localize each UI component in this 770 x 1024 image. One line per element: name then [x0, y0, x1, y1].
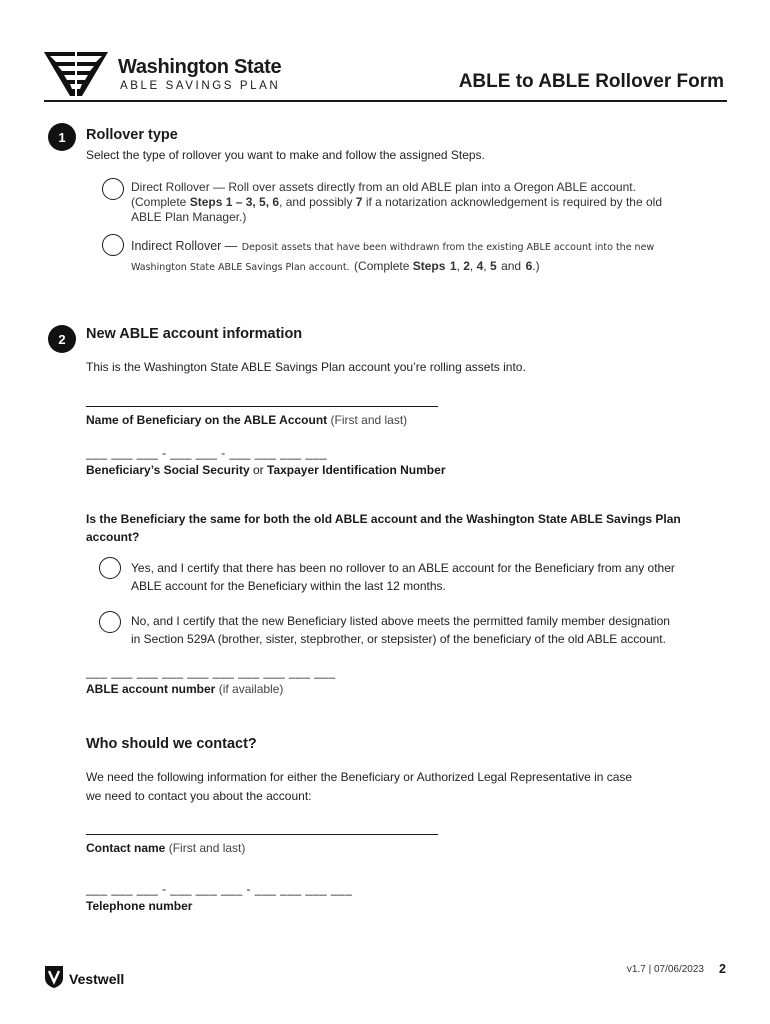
no-line2: in Section 529A (brother, sister, stepbrother, or stepsister) of the beneficiary of the old ABLE account.: [131, 631, 666, 646]
indirect-step-5: 5: [489, 259, 497, 273]
indirect-step-6: 6: [525, 259, 533, 273]
telephone-label: [86, 899, 192, 913]
ssn-label-b: Taxpayer Identification Number: [267, 463, 446, 477]
yes-line2: ABLE account for the Beneficiary within the last 12 months.: [131, 578, 446, 593]
step-2-badge: 2: [48, 325, 76, 353]
direct-rollover-line3: ABLE Plan Manager.): [131, 210, 247, 224]
question-line2: account?: [86, 529, 140, 544]
yes-line1: Yes, and I certify that there has been no rollover to an ABLE account for the Beneficiary from any other: [131, 561, 675, 575]
indirect-close-text: .): [532, 259, 540, 273]
page-title: ABLE to ABLE Rollover Form: [458, 71, 724, 92]
direct-rollover-line1: Direct Rollover — Roll over assets directly from an old ABLE plan into a Oregon ABLE account.: [131, 180, 636, 194]
beneficiary-name-input[interactable]: [86, 406, 438, 407]
indirect-rollover-option: Indirect Rollover — Deposit assets that have been withdrawn from the existing ABLE account into the new Washington State ABLE Savings Plan account. (Complete Steps 1, 2, 4, 5 and 6.): [131, 239, 655, 273]
beneficiary-name-hint: (First and last): [330, 413, 408, 427]
logo-subtitle: ABLE SAVINGS PLAN: [120, 80, 281, 92]
yes-option: [131, 560, 675, 595]
step-1-title: Rollover type: [86, 127, 178, 143]
ssn-label-a: Beneficiary’s Social Security: [86, 463, 250, 477]
washington-able-logo-icon: [44, 52, 108, 96]
indirect-rollover-radio[interactable]: [102, 234, 124, 256]
contact-name-hint: (First and last): [168, 841, 246, 855]
indirect-step-4: 4: [476, 259, 484, 273]
beneficiary-name-label: [86, 413, 407, 427]
telephone-input[interactable]: ___ ___ ___ - ___ ___ ___ - ___ ___ ___ ___: [86, 882, 353, 896]
direct-notarization-text: if a notarization acknowledgement is required by the old: [362, 195, 662, 209]
logo-wordmark: Washington State: [118, 56, 282, 78]
indirect-complete-text: (Complete: [354, 259, 413, 273]
contact-intro: [86, 768, 632, 805]
indirect-step-2: 2: [463, 259, 470, 273]
contact-intro-line2: we need to contact you about the account:: [86, 788, 312, 803]
ssn-label: [86, 463, 445, 477]
able-account-number-label: [86, 682, 283, 696]
contact-name-input[interactable]: [86, 834, 438, 835]
step-1-badge: 1: [48, 123, 76, 151]
indirect-and-text: and: [501, 259, 522, 273]
page-number: 2: [719, 962, 726, 976]
indirect-rollover-desc2: Washington State ABLE Savings Plan account.: [131, 262, 350, 273]
contact-section-title: Who should we contact?: [86, 736, 257, 752]
indirect-rollover-label: Indirect Rollover —: [131, 239, 238, 253]
vestwell-brand: Vestwell: [69, 971, 125, 987]
direct-step-seven: 7: [355, 195, 363, 209]
telephone-label-text: Telephone number: [86, 899, 193, 913]
same-beneficiary-question: [86, 511, 726, 546]
beneficiary-name-label-text: Name of Beneficiary on the ABLE Account: [86, 413, 328, 427]
step-1-intro: Select the type of rollover you want to make and follow the assigned Steps.: [86, 148, 485, 162]
able-account-number-input[interactable]: ___ ___ ___ ___ ___ ___ ___ ___ ___ ___: [86, 665, 336, 679]
yes-same-beneficiary-radio[interactable]: [99, 557, 121, 579]
form-version: v1.7 | 07/06/2023: [626, 964, 704, 975]
contact-name-label-text: Contact name: [86, 841, 166, 855]
vestwell-logo: [44, 967, 124, 991]
contact-intro-line1: We need the following information for either the Beneficiary or Authorized Legal Representative in case: [86, 770, 633, 784]
vestwell-shield-icon: [44, 965, 64, 994]
account-hint: (if available): [218, 682, 284, 696]
indirect-step-1: 1: [449, 259, 457, 273]
header-divider: [44, 100, 727, 102]
question-line1: Is the Beneficiary the same for both the old ABLE account and the Washington State ABLE Savings Plan: [86, 512, 681, 526]
contact-name-label: [86, 841, 245, 855]
indirect-rollover-desc1: Deposit assets that have been withdrawn from the existing ABLE account into the new: [241, 242, 655, 253]
direct-rollover-option: [131, 180, 711, 225]
step-2-intro: This is the Washington State ABLE Savings Plan account you’re rolling assets into.: [86, 360, 526, 374]
ssn-label-or: or: [252, 463, 264, 477]
ssn-input[interactable]: ___ ___ ___ - ___ ___ - ___ ___ ___ ___: [86, 446, 328, 460]
direct-complete-text: (Complete: [131, 195, 190, 209]
account-label-text: ABLE account number: [86, 682, 216, 696]
indirect-steps-word: Steps: [412, 259, 446, 273]
no-same-beneficiary-radio[interactable]: [99, 611, 121, 633]
direct-rollover-radio[interactable]: [102, 178, 124, 200]
direct-rollover-line2: [131, 195, 711, 210]
direct-possibly-text: , and possibly: [279, 195, 356, 209]
step-2-title: New ABLE account information: [86, 326, 303, 342]
direct-steps: Steps 1 – 3, 5, 6: [189, 195, 280, 209]
no-line1: No, and I certify that the new Beneficiary listed above meets the permitted family member designation: [131, 614, 670, 628]
no-option: [131, 613, 670, 648]
